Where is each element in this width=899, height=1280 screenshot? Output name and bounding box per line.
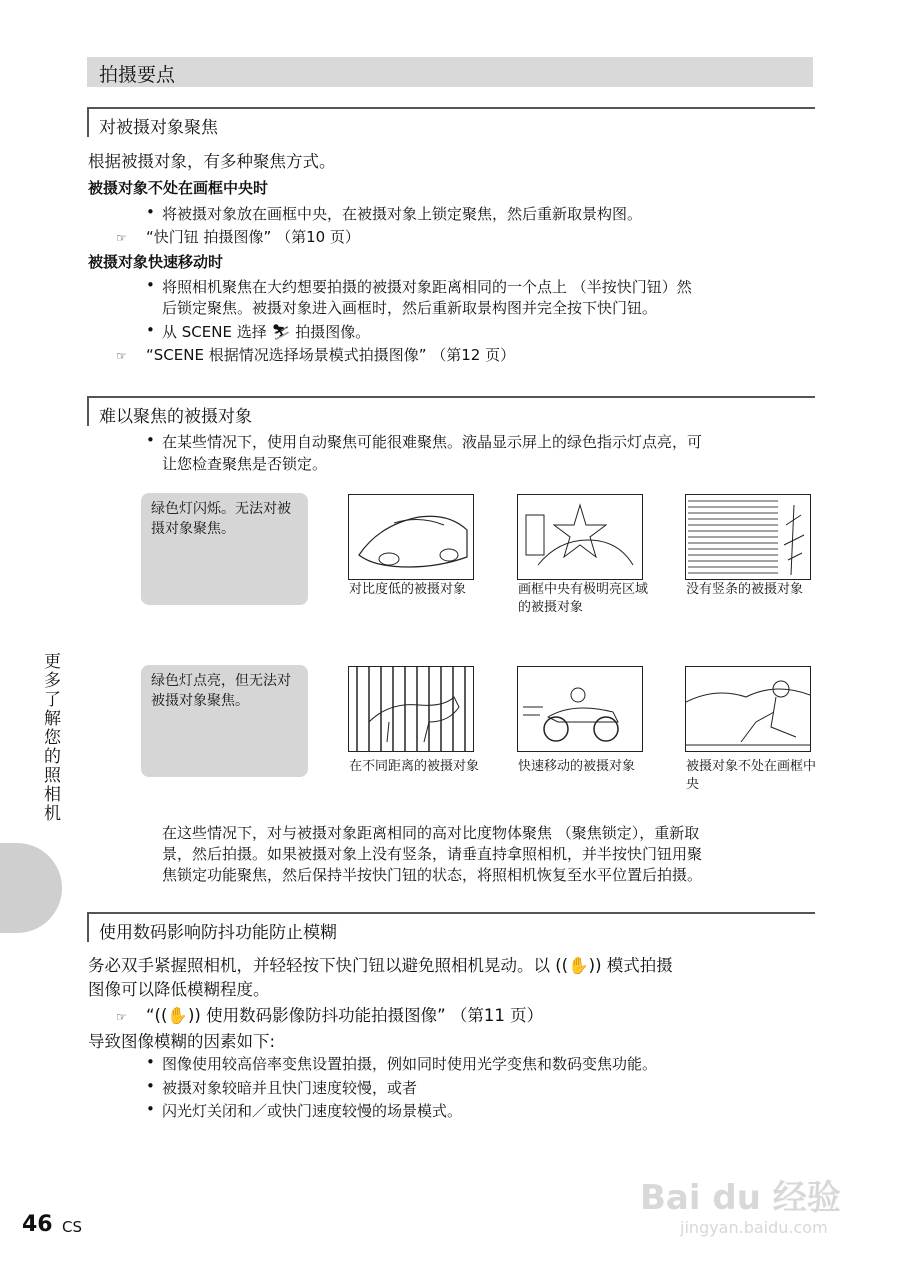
sub1-ref-text: “快门钮 拍摄图像” （第10 页） [146,228,360,246]
status-box-lit-text: 绿色灯点亮，但无法对被摄对象聚焦。 [151,673,291,709]
illustration-bright-center [517,494,643,580]
section3-intro-line2: 图像可以降低模糊程度。 [88,980,270,999]
status-box-flashing [141,493,308,605]
sub2-ref-text: “SCENE 根据情况选择场景模式拍摄图像” （第12 页） [146,346,516,364]
person-illustration [686,667,810,751]
illustration-off-center-person [685,666,811,752]
section3-ref-text: “((✋)) 使用数码影像防抖功能拍摄图像” （第11 页） [146,1006,544,1025]
reference-icon: ☞ [116,349,126,363]
section2-para-line2: 景，然后拍摄。如果被摄对象上没有竖条，请垂直持拿照相机，并半按快门钮用聚 [162,845,703,863]
status-box-flashing-text: 绿色灯闪烁。无法对被摄对象聚焦。 [151,501,291,537]
sub2-bullet2: • 从 SCENE 选择 ⛷ 拍摄图像。 [162,321,370,342]
section2-title: 难以聚焦的被摄对象 [99,407,252,427]
sub1-bullet: • 将被摄对象放在画框中央，在被摄对象上锁定聚焦，然后重新取景构图。 [162,203,642,224]
sub2-heading: 被摄对象快速移动时 [88,253,224,271]
section-heading [87,912,815,942]
sub2-bullet1-line2: 后锁定聚焦。被摄对象进入画框时，然后重新取景构图并完全按下快门钮。 [162,299,658,317]
illustration-motorcycle [517,666,643,752]
reference-icon: ☞ [116,1010,126,1024]
baidu-watermark-logo: Bai du 经验 [640,1178,841,1218]
tiger-illustration [349,667,473,751]
section3-reference[interactable] [116,1002,543,1026]
sub2-bullet1-line1: • 将照相机聚焦在大约想要拍摄的被摄对象距离相同的一个点上 （半按快门钮）然 [162,276,692,297]
page-number: 46 [22,1212,53,1237]
section3-causes: 导致图像模糊的因素如下: [88,1032,276,1051]
caption-bright-center: 画框中央有极明亮区域的被摄对象 [518,582,649,615]
reference-icon: ☞ [116,231,126,245]
caption-off-center: 被摄对象不处在画框中央 [686,759,817,792]
side-tab [0,843,62,933]
baidu-watermark-url: jingyan.baidu.com [680,1218,828,1237]
sub1-reference[interactable] [116,226,360,247]
bright-car-illustration [518,495,642,579]
sub1-heading: 被摄对象不处在画框中央时 [88,179,269,197]
cause-bullet: • 闪光灯关闭和／或快门速度较慢的场景模式。 [162,1100,462,1121]
section-heading [87,396,815,426]
caption-fast-moving: 快速移动的被摄对象 [518,759,636,774]
car-illustration [349,495,473,579]
section3-intro-line1: 务必双手紧握照相机，并轻轻按下快门钮以避免照相机晃动。以 ((✋)) 模式拍摄 [88,956,673,975]
cause-bullet: • 图像使用较高倍率变焦设置拍摄，例如同时使用光学变焦和数码变焦功能。 [162,1053,657,1074]
section3-title: 使用数码影响防抖功能防止模糊 [99,923,337,943]
status-box-lit [141,665,308,777]
language-code: CS [62,1218,82,1236]
section2-para-line1: 在这些情况下，对与被摄对象距离相同的高对比度物体聚焦 （聚焦锁定），重新取 [162,824,700,842]
illustration-tiger-bars [348,666,474,752]
side-chapter-label: 更多了解您的照相机 [40,652,60,823]
motorcycle-illustration [518,667,642,751]
section1-intro: 根据被摄对象，有多种聚焦方式。 [88,152,336,171]
section2-para-line3: 焦锁定功能聚焦，然后保持半按快门钮的状态，将照相机恢复至水平位置后拍摄。 [162,866,703,884]
illustration-no-vertical-lines [685,494,811,580]
section1-title: 对被摄对象聚焦 [99,118,218,138]
chapter-header-title: 拍摄要点 [99,64,176,86]
chapter-header-bar [87,57,813,87]
sub2-reference[interactable] [116,344,515,365]
illustration-low-contrast-car [348,494,474,580]
caption-different-distance: 在不同距离的被摄对象 [349,759,480,774]
caption-low-contrast: 对比度低的被摄对象 [349,582,467,597]
cause-bullet: • 被摄对象较暗并且快门速度较慢，或者 [162,1077,417,1098]
section2-bullet-line2: 让您检查聚焦是否锁定。 [162,455,328,473]
caption-no-vertical: 没有竖条的被摄对象 [686,582,804,597]
section2-bullet-line1: • 在某些情况下，使用自动聚焦可能很难聚焦。液晶显示屏上的绿色指示灯点亮，可 [162,431,702,452]
striped-illustration [686,495,810,579]
section-heading [87,107,815,137]
